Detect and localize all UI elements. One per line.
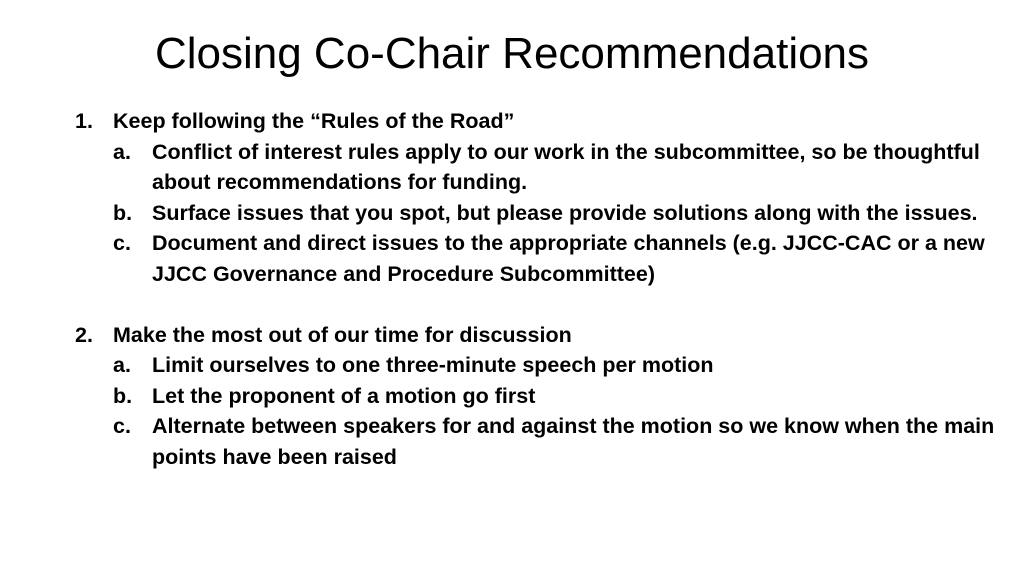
sub-item-2a [113,350,995,381]
sub-item-text: Surface issues that you spot, but please provide solutions along with the issues. [152,200,978,225]
list-item-text: Keep following the “Rules of the Road” [113,109,515,133]
sub-item-1b [113,198,995,229]
sub-item-letter: a. [113,353,131,377]
sub-item-text: Document and direct issues to the appropriate channels (e.g. JJCC-CAC or a new JJCC Governance and Procedure Subcommittee) [152,231,985,286]
sub-item-text: Let the proponent of a motion go first [152,383,536,408]
sub-item-1c [113,228,995,289]
list-item-1 [75,106,995,137]
sub-item-1a [113,137,995,198]
list-item-2 [75,320,995,351]
sub-item-2b [113,381,995,412]
slide-title: Closing Co-Chair Recommendations [154,29,870,78]
slide-body [75,106,995,472]
sub-item-letter: a. [113,139,131,164]
sub-item-text: Limit ourselves to one three-minute speech per motion [152,353,714,377]
list-item-text: Make the most out of our time for discussion [113,322,572,347]
sub-item-2c [113,411,995,472]
sub-item-letter: c. [113,414,131,438]
sub-item-text: Conflict of interest rules apply to our work in the subcommittee, so be thoughtful about recommendations for funding. [152,139,980,194]
sub-item-text: Alternate between speakers for and against the motion so we know when the main points have been raised [152,414,995,469]
list-number: 2. [75,322,93,347]
sub-item-letter: b. [113,383,133,408]
section-spacer [75,289,995,320]
list-number: 1. [75,109,93,133]
sub-item-letter: c. [113,231,131,255]
sub-item-letter: b. [113,200,133,225]
